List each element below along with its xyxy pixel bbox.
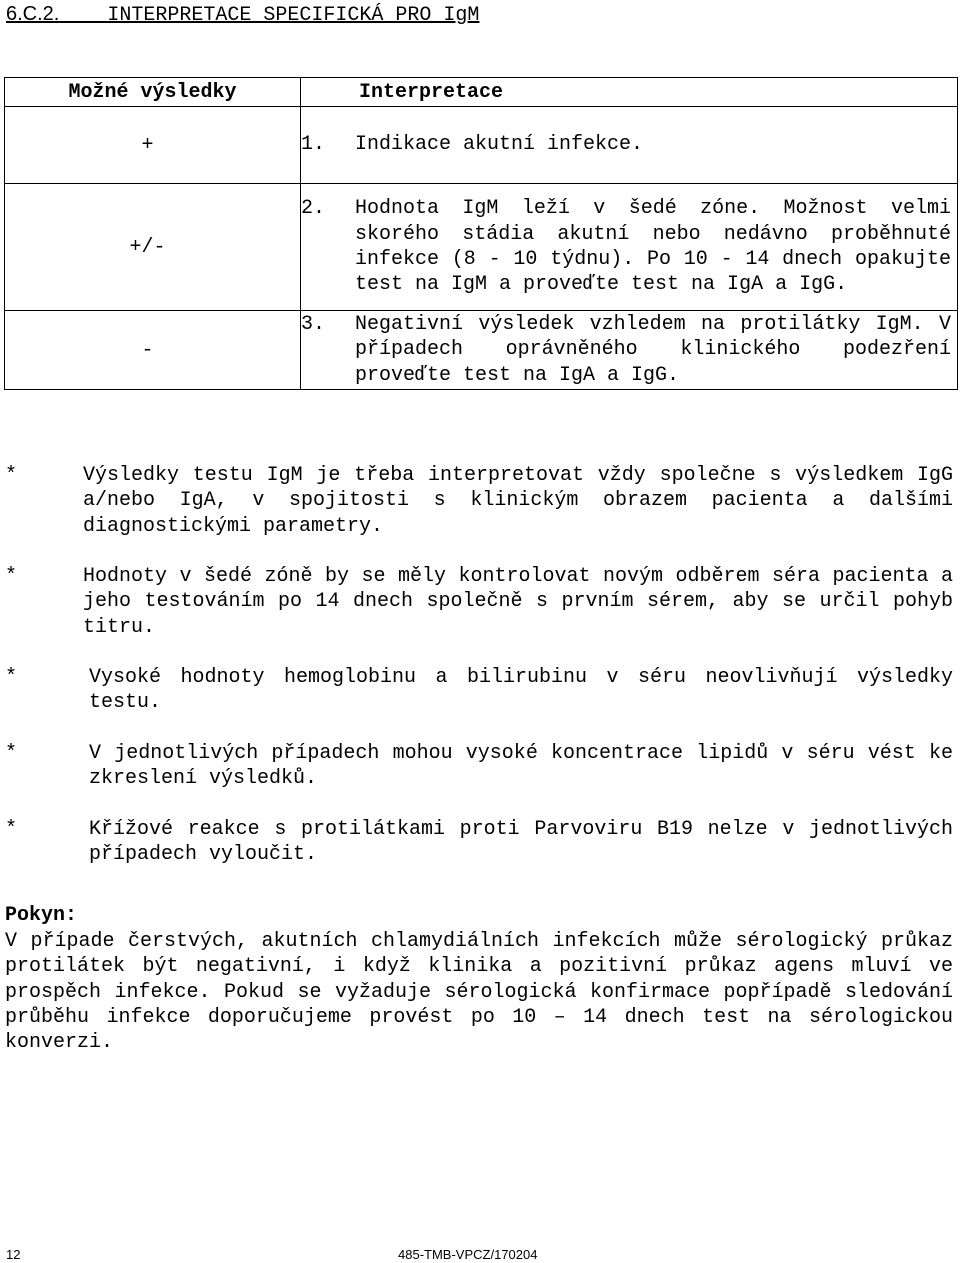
pokyn-label: Pokyn: bbox=[5, 904, 78, 927]
section-heading bbox=[6, 2, 479, 28]
result-cell: +/- bbox=[5, 184, 301, 311]
item-number: 2. bbox=[301, 197, 326, 221]
document-id: 485-TMB-VPCZ/170204 bbox=[398, 1247, 538, 1262]
note-marker: * bbox=[5, 818, 18, 841]
note-marker: * bbox=[5, 464, 18, 487]
header-results: Možné výsledky bbox=[5, 78, 301, 107]
section-title: INTERPRETACE SPECIFICKÁ PRO IgM bbox=[107, 4, 480, 27]
table-row bbox=[5, 311, 958, 390]
note-marker: * bbox=[5, 666, 18, 689]
note-text: Výsledky testu IgM je třeba interpretovat vždy společne s výsledkem IgG a/nebo IgA, v spojitosti s klinickým obrazem pacienta a dalšími diagnostickými parametry. bbox=[83, 464, 953, 538]
table-header-row bbox=[5, 78, 958, 107]
note-marker: * bbox=[5, 742, 18, 765]
interpretation-cell bbox=[301, 311, 958, 390]
interpretation-text: Negativní výsledek vzhledem na protilátky IgM. V případech oprávněného klinického podezření proveďte test na IgA a IgG. bbox=[355, 313, 951, 387]
note-text: Hodnoty v šedé zóně by se měly kontrolovat novým odběrem séra pacienta a jeho testováním po 14 dnech společně s prvním sérem, aby se určil pohyb titru. bbox=[83, 565, 953, 639]
note-item bbox=[5, 741, 953, 792]
result-cell: + bbox=[5, 107, 301, 184]
header-interpretation: Interpretace bbox=[301, 78, 958, 107]
result-cell: - bbox=[5, 311, 301, 390]
interpretation-cell bbox=[301, 107, 958, 184]
note-item bbox=[5, 817, 953, 868]
note-item bbox=[5, 564, 953, 640]
interpretation-text: Hodnota IgM leží v šedé zóne. Možnost velmi skorého stádia akutní nebo nedávno proběhnuté infekce (8 - 10 týdnu). Po 10 - 14 dnech opakujte test na IgM a proveďte test na IgA a IgG. bbox=[355, 197, 951, 297]
note-item bbox=[5, 463, 953, 539]
item-number: 3. bbox=[301, 313, 326, 337]
page-number: 12 bbox=[6, 1247, 21, 1262]
results-table bbox=[4, 77, 958, 390]
table-row bbox=[5, 184, 958, 311]
note-text: Vysoké hodnoty hemoglobinu a bilirubinu v séru neovlivňují výsledky testu. bbox=[89, 666, 953, 715]
interpretation-cell bbox=[301, 184, 958, 311]
pokyn-text: V případe čerstvých, akutních chlamydiálních infekcích může sérologický průkaz protilátek být negativní, i když klinika a pozitivní průkaz agens mluví ve prospěch infekce. Pokud se vyžaduje sérologická konfirmace popřípadě sledování průběhu infekce doporučujeme provést po 10 – 14 dnech test na sérologickou konverzi. bbox=[5, 930, 953, 1055]
note-marker: * bbox=[5, 565, 18, 588]
note-item bbox=[5, 665, 953, 716]
interpretation-text: Indikace akutní infekce. bbox=[355, 133, 644, 157]
note-text: Křížové reakce s protilátkami proti Parvoviru B19 nelze v jednotlivých případech vyloučit. bbox=[89, 818, 953, 867]
table-row bbox=[5, 107, 958, 184]
note-text: V jednotlivých případech mohou vysoké koncentrace lipidů v séru vést ke zkreslení výsledků. bbox=[89, 742, 953, 791]
section-number: 6.C.2. bbox=[6, 3, 60, 25]
item-number: 1. bbox=[301, 133, 326, 157]
